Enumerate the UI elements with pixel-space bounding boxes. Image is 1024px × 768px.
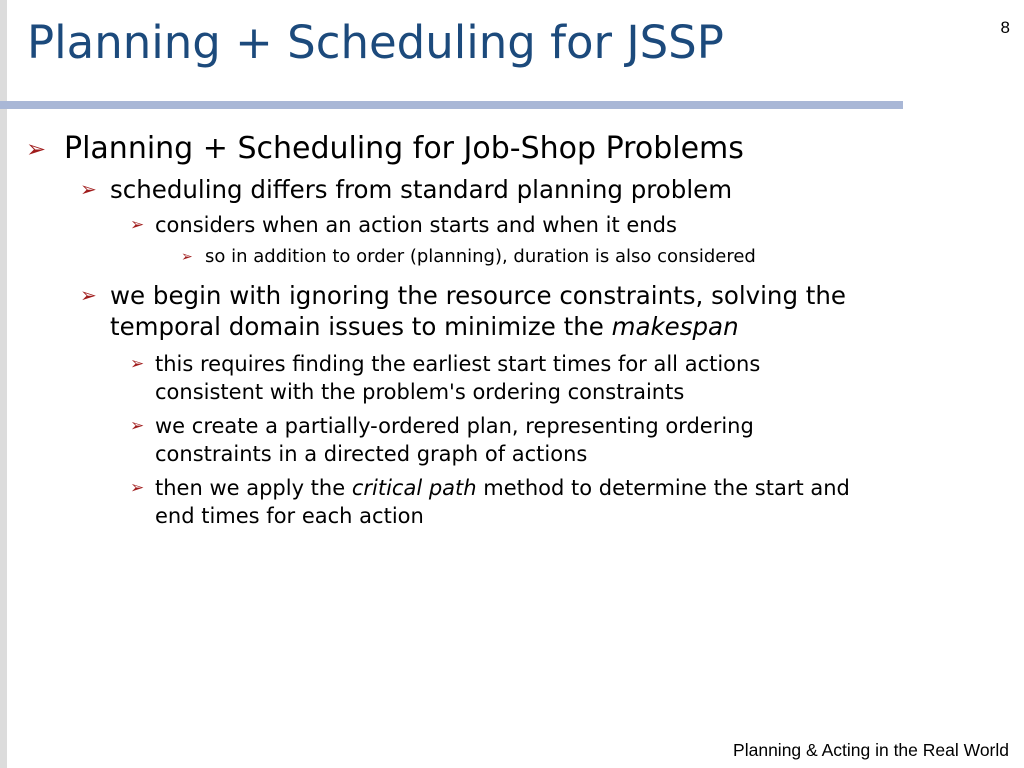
- slide-title: Planning + Scheduling for JSSP: [27, 16, 724, 69]
- bullet-text-line2: temporal domain issues to minimize the: [110, 312, 612, 341]
- bullet-text-line1: this requires finding the earliest start times for all actions: [155, 352, 761, 376]
- makespan-emphasis: makespan: [611, 312, 739, 341]
- bullet-text: [155, 412, 754, 468]
- arrowhead-bullet-icon: ➢: [26, 135, 47, 163]
- bullet-text: Planning + Scheduling for Job-Shop Problems: [64, 131, 744, 166]
- bullet-text: [155, 474, 850, 530]
- bullet-level3-critical-path: [130, 474, 850, 530]
- slide-footer: Planning & Acting in the Real World: [733, 740, 1009, 760]
- bullet-text: [110, 280, 846, 342]
- bullet-text-post: method to determine the start and: [476, 476, 850, 500]
- bullet-text: so in addition to order (planning), duration is also considered: [205, 246, 756, 267]
- title-underline-rule: [0, 101, 903, 109]
- arrowhead-bullet-icon: ➢: [80, 177, 97, 201]
- bullet-text-line1: we begin with ignoring the resource constraints, solving the: [110, 281, 847, 310]
- bullet-level2-ignore-resources: [80, 280, 846, 342]
- arrowhead-bullet-icon: ➢: [130, 416, 145, 436]
- arrowhead-bullet-icon: ➢: [80, 283, 97, 307]
- bullet-level3-partially-ordered-plan: [130, 412, 754, 468]
- arrowhead-bullet-icon: ➢: [130, 478, 145, 498]
- slide-left-edge: [0, 0, 7, 768]
- bullet-text: [155, 350, 760, 406]
- bullet-text-line1: we create a partially-ordered plan, representing ordering: [155, 414, 754, 438]
- bullet-level2-scheduling-differs: [80, 174, 732, 205]
- bullet-text: considers when an action starts and when it ends: [155, 213, 677, 237]
- bullet-text: scheduling differs from standard planning problem: [110, 175, 733, 204]
- bullet-level4-duration-considered: [181, 245, 756, 269]
- bullet-level3-considers-start-end: [130, 211, 677, 239]
- arrowhead-bullet-icon: ➢: [181, 249, 193, 265]
- bullet-text-line2: end times for each action: [155, 504, 424, 528]
- bullet-level1-jssp: [26, 130, 744, 168]
- slide-number: 8: [1000, 18, 1010, 37]
- arrowhead-bullet-icon: ➢: [130, 215, 145, 235]
- arrowhead-bullet-icon: ➢: [130, 354, 145, 374]
- bullet-text-line2: consistent with the problem's ordering constraints: [155, 380, 685, 404]
- bullet-text-pre: then we apply the: [155, 476, 352, 500]
- bullet-text-line2: constraints in a directed graph of actions: [155, 442, 588, 466]
- critical-path-emphasis: critical path: [351, 476, 477, 500]
- bullet-level3-earliest-start-times: [130, 350, 760, 406]
